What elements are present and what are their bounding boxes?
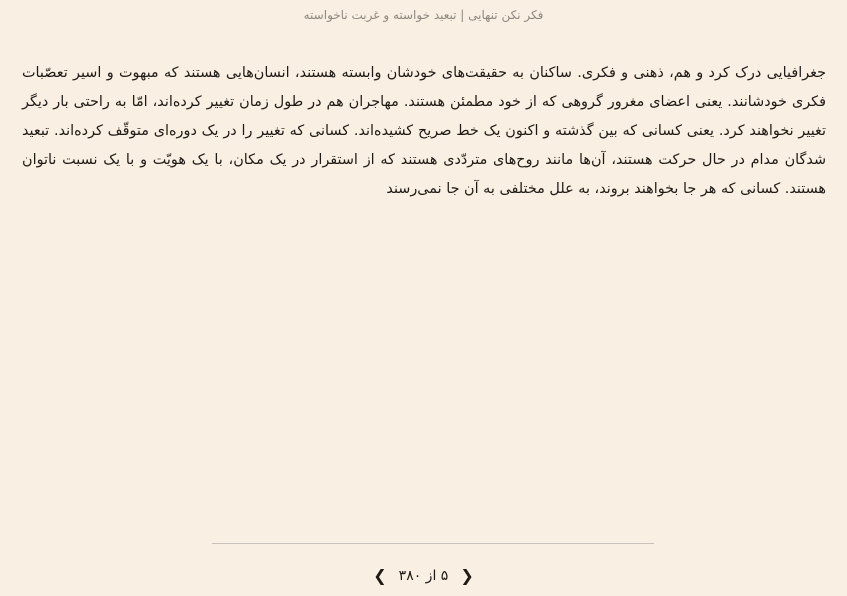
- footer-divider: [212, 543, 654, 544]
- chevron-right-icon[interactable]: ❯: [460, 566, 474, 585]
- chevron-left-icon[interactable]: ❮: [373, 566, 387, 585]
- paragraph-text: جغرافیایی درک کرد و هم، ذهنی و فکری. ساکنان به حقیقت‌های خودشان وابسته هستند، انسان‌هایی هستند که مبهوت و اسیر تعصّبات فکری خودشانند. یعنی اعضای مغرور گروهی که از خود مطمئن هستند. مهاجران هم در طول زمان تغییر کرده‌اند، امّا به راحتی بار دیگر تغییر نخواهند کرد. یعنی کسانی که بین گذشته و اکنون یک خط صریح کشیده‌اند. کسانی که تغییر را در یک دوره‌ای متوقّف کرده‌اند. تبعید شدگان مدام در حال حرکت هستند، آن‌ها مانند روح‌های متردّدی هستند که از استقرار در یک مکان، با یک هویّت و با یک نسبت ناتوان هستند. کسانی که هر جا بخواهند بروند، به علل مختلفی به آن جا نمی‌رسند: [22, 65, 826, 197]
- pagination: [0, 568, 847, 584]
- book-header-title: فکر نکن تنهایی | تبعید خواسته و غربت ناخواسته: [303, 8, 544, 22]
- page-content: [22, 59, 826, 204]
- page-indicator: ۵ از ۳۸۰: [398, 568, 449, 584]
